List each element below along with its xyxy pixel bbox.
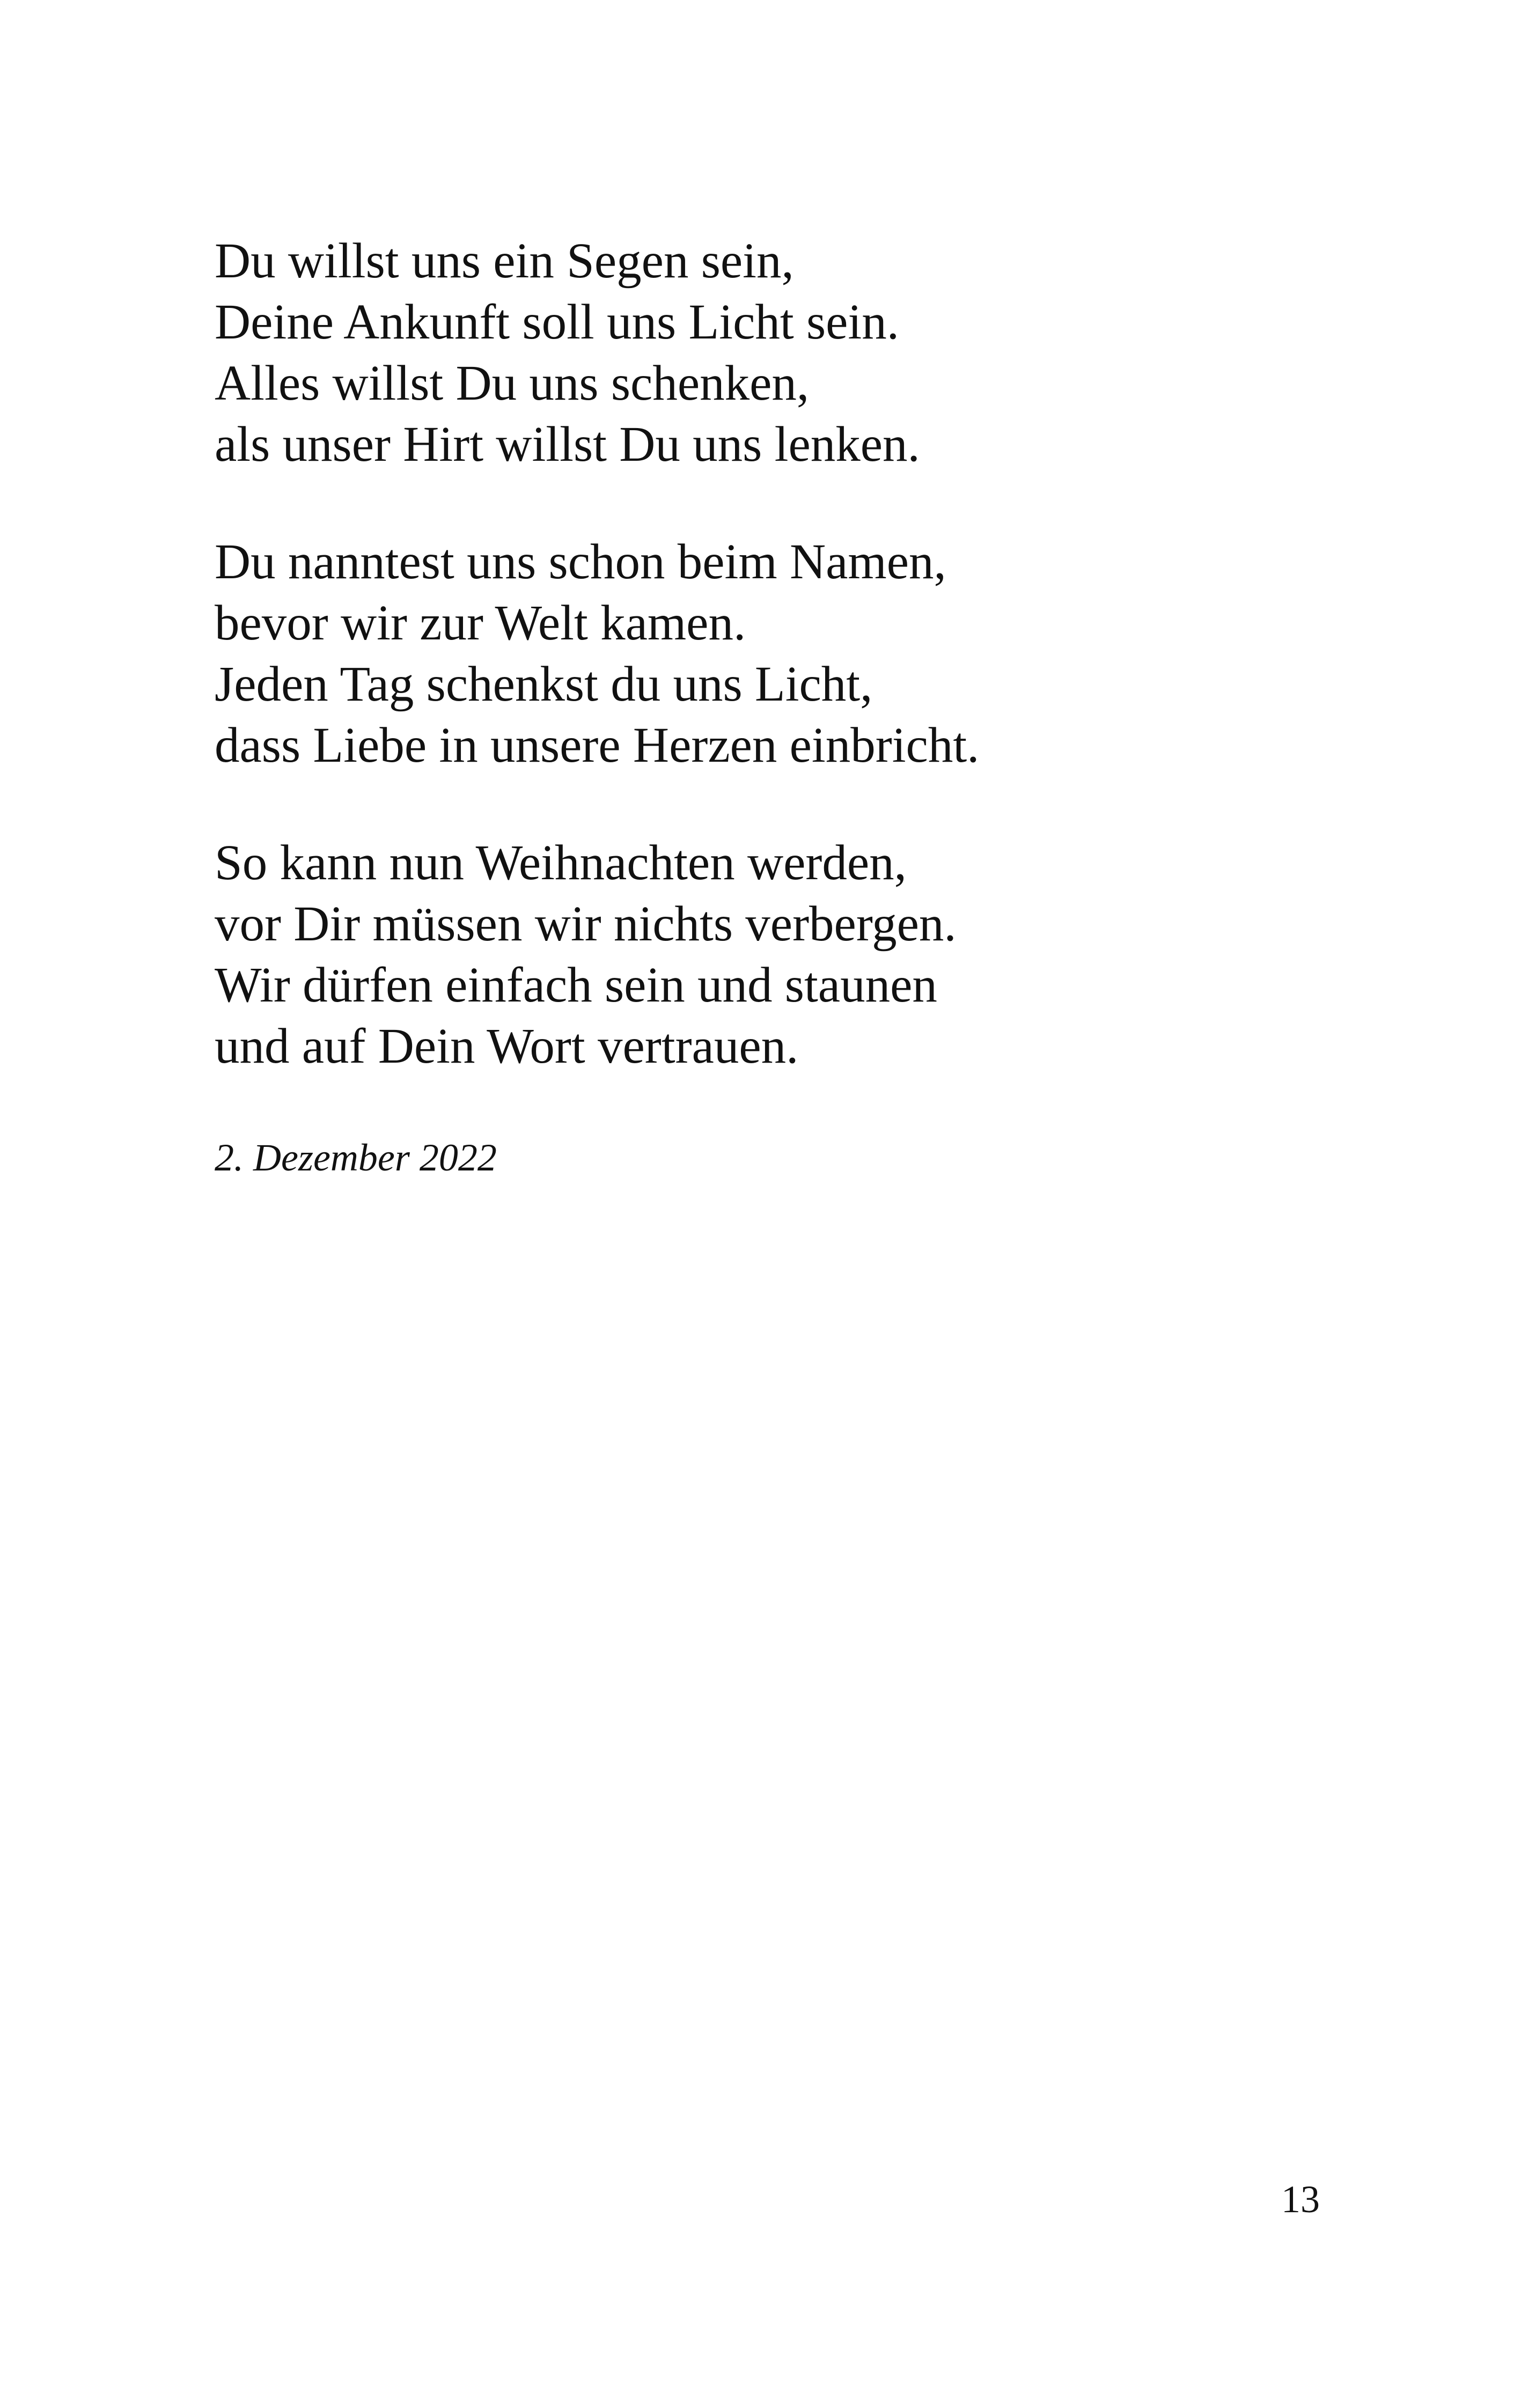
stanza-2 — [215, 532, 1341, 776]
poem-line: als unser Hirt willst Du uns lenken. — [215, 417, 920, 472]
poem-date: 2. Dezember 2022 — [215, 1136, 497, 1179]
poem-line: So kann nun Weihnachten werden, — [215, 835, 907, 890]
poem-line: Du nanntest uns schon beim Namen, — [215, 534, 946, 590]
poem-line: Jeden Tag schenkst du uns Licht, — [215, 657, 873, 712]
poem — [215, 231, 1341, 1182]
poem-line: vor Dir müssen wir nichts verbergen. — [215, 896, 957, 952]
poem-line: bevor wir zur Welt kamen. — [215, 595, 746, 651]
poem-line: Deine Ankunft soll uns Licht sein. — [215, 294, 900, 350]
poem-line: Wir dürfen einfach sein und staunen — [215, 958, 937, 1013]
page-number: 13 — [1281, 2178, 1320, 2221]
stanza-1 — [215, 231, 1341, 475]
poem-line: Alles willst Du uns schenken, — [215, 356, 810, 411]
poem-line: und auf Dein Wort vertrauen. — [215, 1019, 799, 1074]
poem-line: dass Liebe in unsere Herzen einbricht. — [215, 718, 980, 773]
poem-line: Du willst uns ein Segen sein, — [215, 233, 794, 289]
stanza-3 — [215, 833, 1341, 1077]
